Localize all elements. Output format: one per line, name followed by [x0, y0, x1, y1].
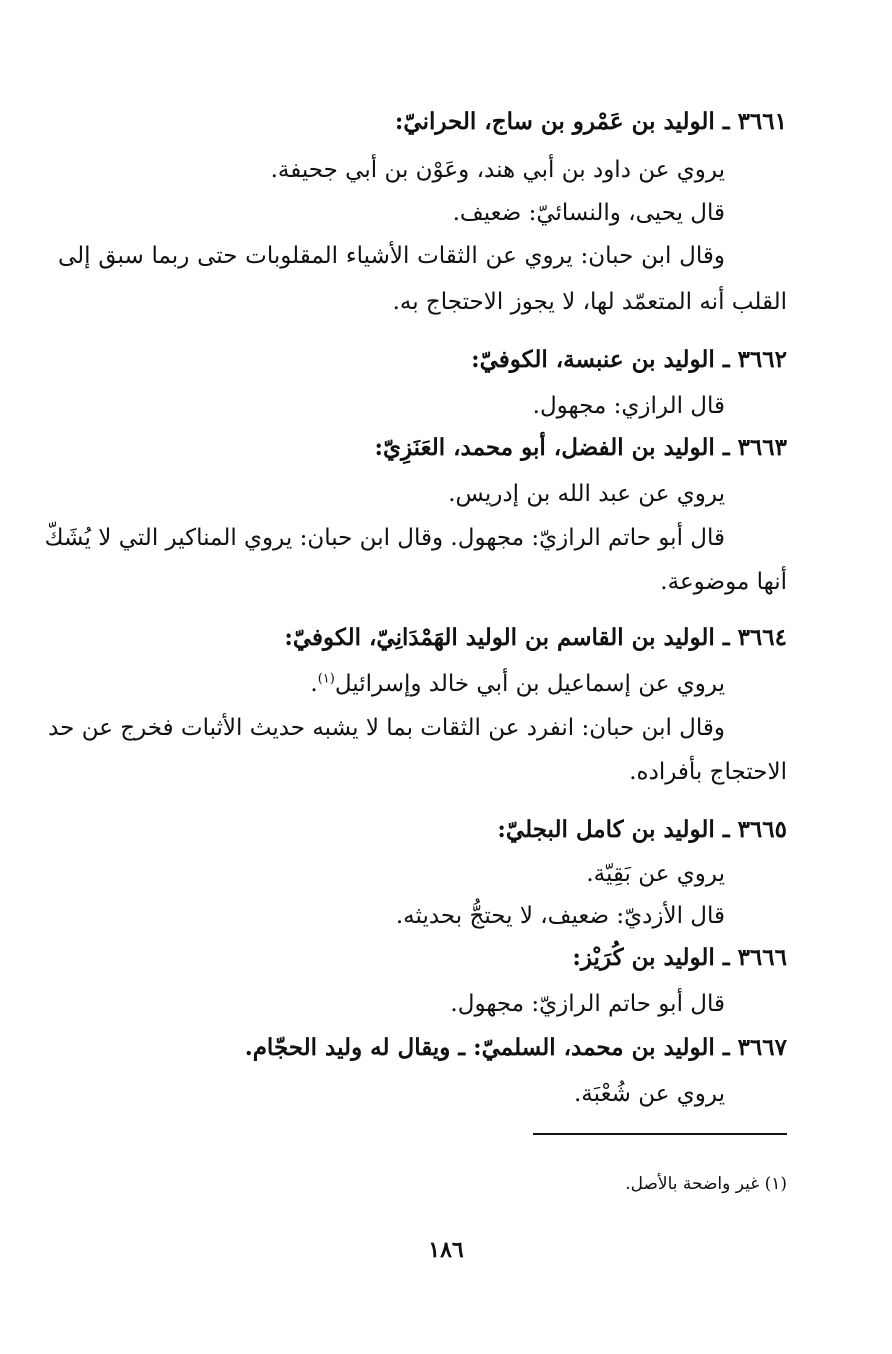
entry-heading: ٣٦٦٥ ـ الوليد بن كامل البجليّ:: [497, 816, 787, 843]
entry-heading: ٣٦٦٤ ـ الوليد بن القاسم بن الوليد الهَمْدَانِيّ، الكوفيّ:: [284, 624, 787, 651]
entry-text-line: يروي عن داود بن أبي هند، وعَوْن بن أبي جحيفة.: [270, 157, 725, 183]
entry-text-line: قال الأزديّ: ضعيف، لا يحتجُّ بحديثه.: [395, 903, 725, 929]
entry-text-line: يروي عن بَقِيّة.: [586, 861, 725, 887]
entry-text-line: القلب أنه المتعمّد لها، لا يجوز الاحتجاج به.: [392, 289, 787, 315]
entry-text-line: الاحتجاج بأفراده.: [629, 759, 787, 785]
entry-text-line: [310, 664, 725, 704]
entry-text-line: وقال ابن حبان: انفرد عن الثقات بما لا يشبه حديث الأثبات فخرج عن حد: [48, 715, 725, 741]
entry-text-line: قال يحيى، والنسائيّ: ضعيف.: [452, 200, 725, 226]
page-number: ١٨٦: [428, 1237, 464, 1263]
entry-heading: ٣٦٦٣ ـ الوليد بن الفضل، أبو محمد، العَنَزِيّ:: [374, 434, 787, 461]
footnote-marker[interactable]: (١): [317, 671, 335, 687]
entry-text-line: يروي عن شُعْبَة.: [573, 1081, 725, 1107]
footnote: (١) غير واضحة بالأصل.: [625, 1174, 787, 1194]
entry-text-line: يروي عن عبد الله بن إدريس.: [448, 481, 725, 507]
footnote-separator: [533, 1133, 787, 1135]
entry-heading: ٣٦٦٢ ـ الوليد بن عنبسة، الكوفيّ:: [471, 346, 787, 373]
full-stop: .: [310, 671, 318, 697]
entry-text-line: قال أبو حاتم الرازيّ: مجهول.: [450, 991, 725, 1017]
entry-text-line: أنها موضوعة.: [660, 569, 787, 595]
entry-heading: ٣٦٦١ ـ الوليد بن عَمْرو بن ساج، الحرانيّ:: [394, 108, 787, 135]
entry-text-line: قال الرازي: مجهول.: [532, 393, 725, 419]
entry-text: يروي عن إسماعيل بن أبي خالد وإسرائيل: [334, 671, 725, 697]
entry-text-line: وقال ابن حبان: يروي عن الثقات الأشياء المقلوبات حتى ربما سبق إلى: [58, 243, 725, 269]
entry-heading: ٣٦٦٦ ـ الوليد بن كُرَيْز:: [572, 944, 787, 971]
entry-text-line: قال أبو حاتم الرازيّ: مجهول. وقال ابن حبان: يروي المناكير التي لا يُشَكّ: [44, 525, 725, 551]
entry-heading: ٣٦٦٧ ـ الوليد بن محمد، السلميّ: ـ ويقال له وليد الحجّام.: [244, 1034, 787, 1061]
